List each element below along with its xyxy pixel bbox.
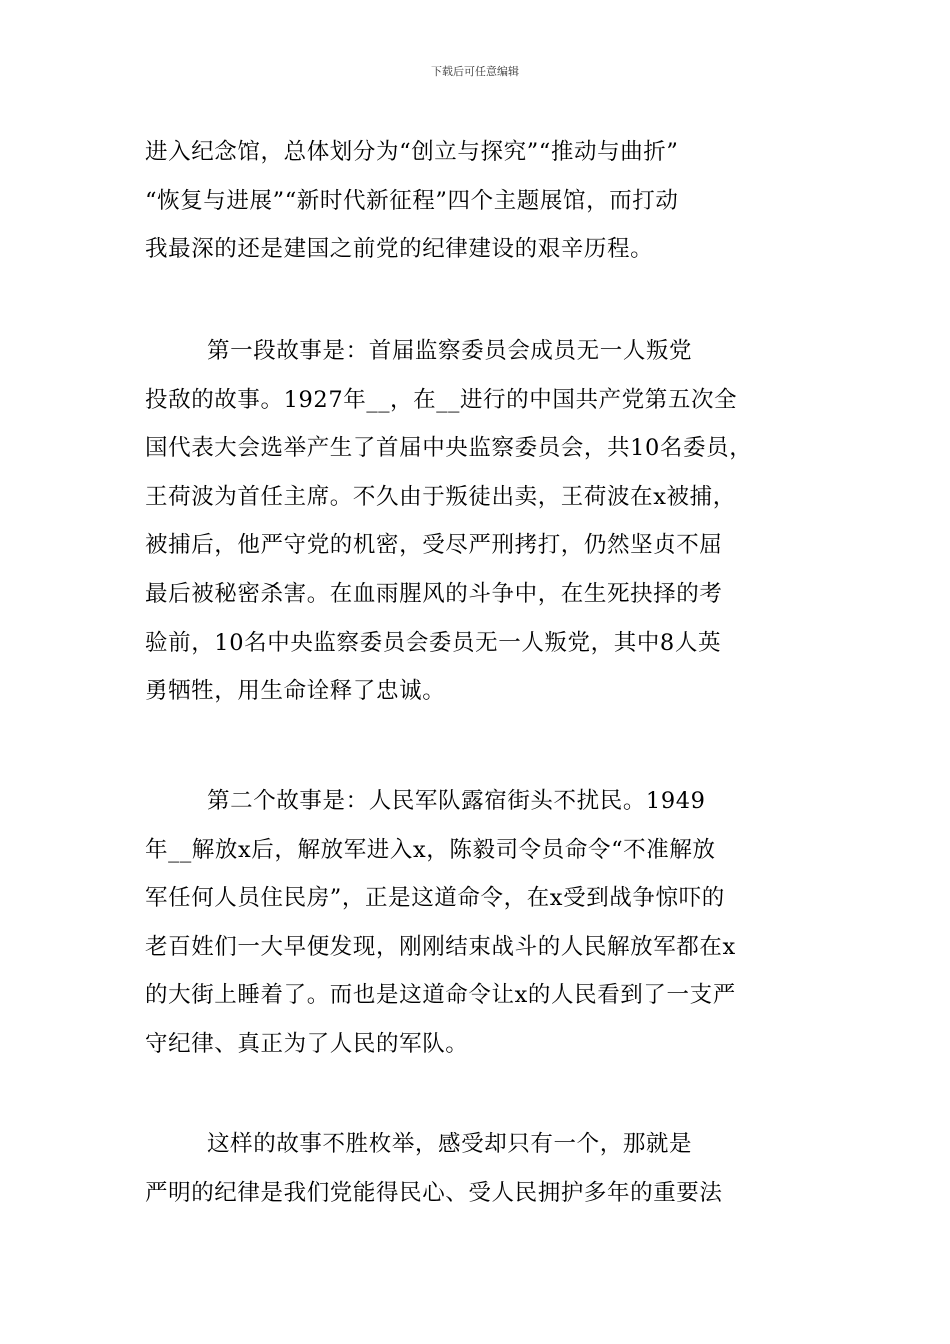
text-line: 第二个故事是：人民军队露宿街头不扰民。1949	[145, 788, 706, 814]
text-line: 投敌的故事。1927年__，在__进行的中国共产党第五次全	[145, 386, 738, 413]
text-line: 进入纪念馆，总体划分为“创立与探究”“推动与曲折”	[145, 139, 679, 165]
text-line: 王荷波为首任主席。不久由于叛徒出卖，王荷波在x被捕，	[145, 483, 736, 510]
paragraph-conclusion	[145, 1120, 815, 1217]
text-line: 守纪律、真正为了人民的军队。	[145, 1030, 469, 1057]
text-line: 验前，10名中央监察委员会委员无一人叛党，其中8人英	[145, 629, 722, 656]
paragraph-story-two	[145, 777, 815, 1069]
text-line: “恢复与进展”“新时代新征程”四个主题展馆，而打动	[145, 187, 679, 214]
paragraph-story-one	[145, 327, 815, 716]
text-line: 第一段故事是：首届监察委员会成员无一人叛党	[145, 338, 693, 364]
text-line: 的大街上睡着了。而也是这道命令让x的人民看到了一支严	[145, 982, 736, 1009]
text-line: 被捕后，他严守党的机密，受尽严刑拷打，仍然坚贞不屈	[145, 532, 723, 559]
text-line: 老百姓们一大早便发现，刚刚结束战斗的人民解放军都在x	[145, 933, 736, 960]
text-line: 国代表大会选举产生了首届中央监察委员会，共10名委员，	[145, 435, 753, 462]
text-line: 年__解放x后，解放军进入x，陈毅司令员命令“不准解放	[145, 836, 716, 863]
text-line: 这样的故事不胜枚举，感受却只有一个，那就是	[145, 1131, 693, 1157]
page-header: 下载后可任意编辑	[431, 65, 519, 78]
text-line: 我最深的还是建国之前党的纪律建设的艰辛历程。	[145, 236, 654, 263]
text-line: 勇牺牲，用生命诠释了忠诚。	[145, 678, 446, 705]
text-line: 最后被秘密杀害。在血雨腥风的斗争中，在生死抉择的考	[145, 580, 723, 607]
text-line: 军任何人员住民房”，正是这道命令，在x受到战争惊吓的	[145, 885, 725, 912]
text-line: 严明的纪律是我们党能得民心、受人民拥护多年的重要法	[145, 1179, 723, 1206]
paragraph-intro	[145, 128, 815, 274]
